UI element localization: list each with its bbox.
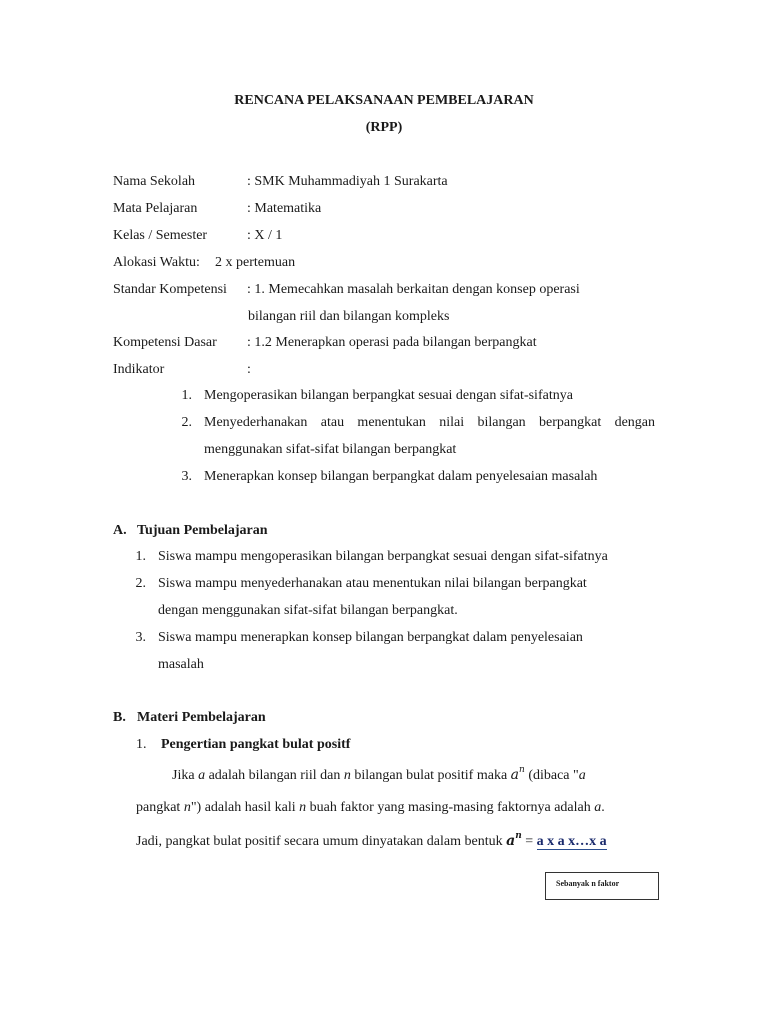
subsection-number: 1. bbox=[136, 737, 147, 752]
identity-label-class: Kelas / Semester bbox=[113, 228, 208, 243]
identity-label-subject: Mata Pelajaran bbox=[113, 201, 198, 216]
paragraph-line: Jika a adalah bilangan riil dan n bilangan bulat positif maka $a^n$ (dibaca "a bbox=[172, 765, 586, 783]
document-title: RENCANA PELAKSANAAN PEMBELAJARAN bbox=[234, 93, 534, 108]
objective-number: 1. bbox=[135, 549, 146, 564]
indicator-text: Menerapkan konsep bilangan berpangkat dalam penyelesaian masalah bbox=[204, 469, 598, 484]
section-b-letter: B. bbox=[113, 710, 126, 725]
objective-text: Siswa mampu menerapkan konsep bilangan berpangkat dalam penyelesaian bbox=[158, 630, 583, 645]
indicator-text: Menyederhanakan atau menentukan nilai bilangan berpangkat dengan bbox=[204, 415, 655, 430]
section-a-letter: A. bbox=[113, 523, 127, 538]
section-b-heading: Materi Pembelajaran bbox=[137, 710, 266, 725]
document-subtitle: (RPP) bbox=[365, 120, 403, 135]
indicator-number: 3. bbox=[181, 469, 192, 484]
identity-label-indicator: Indikator bbox=[113, 362, 165, 377]
power-expression: $a^n$ bbox=[510, 765, 525, 783]
identity-value-school: : SMK Muhammadiyah 1 Surakarta bbox=[247, 174, 448, 189]
identity-value-subject: : Matematika bbox=[247, 201, 322, 216]
identity-value-class: : X / 1 bbox=[247, 228, 283, 243]
indicator-text: Mengoperasikan bilangan berpangkat sesuai dengan sifat-sifatnya bbox=[204, 388, 573, 403]
identity-value-standard-cont: bilangan riil dan bilangan kompleks bbox=[248, 309, 450, 324]
paragraph-line: pangkat n") adalah hasil kali n buah faktor yang masing-masing faktornya adalah a. bbox=[136, 800, 605, 815]
identity-value-basic-competence: : 1.2 Menerapkan operasi pada bilangan berpangkat bbox=[247, 335, 537, 350]
section-a-heading: Tujuan Pembelajaran bbox=[137, 523, 268, 538]
objective-number: 3. bbox=[135, 630, 146, 645]
identity-value-indicator: : bbox=[247, 362, 251, 377]
indicator-text-cont: menggunakan sifat-sifat bilangan berpangkat bbox=[204, 442, 457, 457]
objective-text-cont: dengan menggunakan sifat-sifat bilangan berpangkat. bbox=[158, 603, 458, 618]
indicator-number: 2. bbox=[181, 415, 192, 430]
objective-text-cont: masalah bbox=[158, 657, 204, 672]
objective-text: Siswa mampu menyederhanakan atau menentukan nilai bilangan berpangkat bbox=[158, 576, 587, 591]
objective-number: 2. bbox=[135, 576, 146, 591]
power-expression: $a^n$ bbox=[506, 831, 522, 849]
identity-value-standard: : 1. Memecahkan masalah berkaitan dengan konsep operasi bbox=[247, 282, 580, 297]
identity-label-standard: Standar Kompetensi bbox=[113, 282, 227, 297]
factor-count-box: Sebanyak n faktor bbox=[545, 872, 659, 900]
identity-value-time: 2 x pertemuan bbox=[215, 255, 296, 270]
identity-label-time: Alokasi Waktu: bbox=[113, 255, 200, 270]
paragraph-line: Jadi, pangkat bulat positif secara umum dinyatakan dalam bentuk $a^n = a$ x a x…x a bbox=[136, 831, 607, 849]
identity-label-school: Nama Sekolah bbox=[113, 174, 196, 189]
indicator-number: 1. bbox=[181, 388, 192, 403]
objective-text: Siswa mampu mengoperasikan bilangan berpangkat sesuai dengan sifat-sifatnya bbox=[158, 549, 608, 564]
product-expression: a x a x…x a bbox=[536, 834, 607, 849]
subsection-heading: Pengertian pangkat bulat positf bbox=[161, 737, 351, 752]
identity-label-basic-competence: Kompetensi Dasar bbox=[113, 335, 217, 350]
